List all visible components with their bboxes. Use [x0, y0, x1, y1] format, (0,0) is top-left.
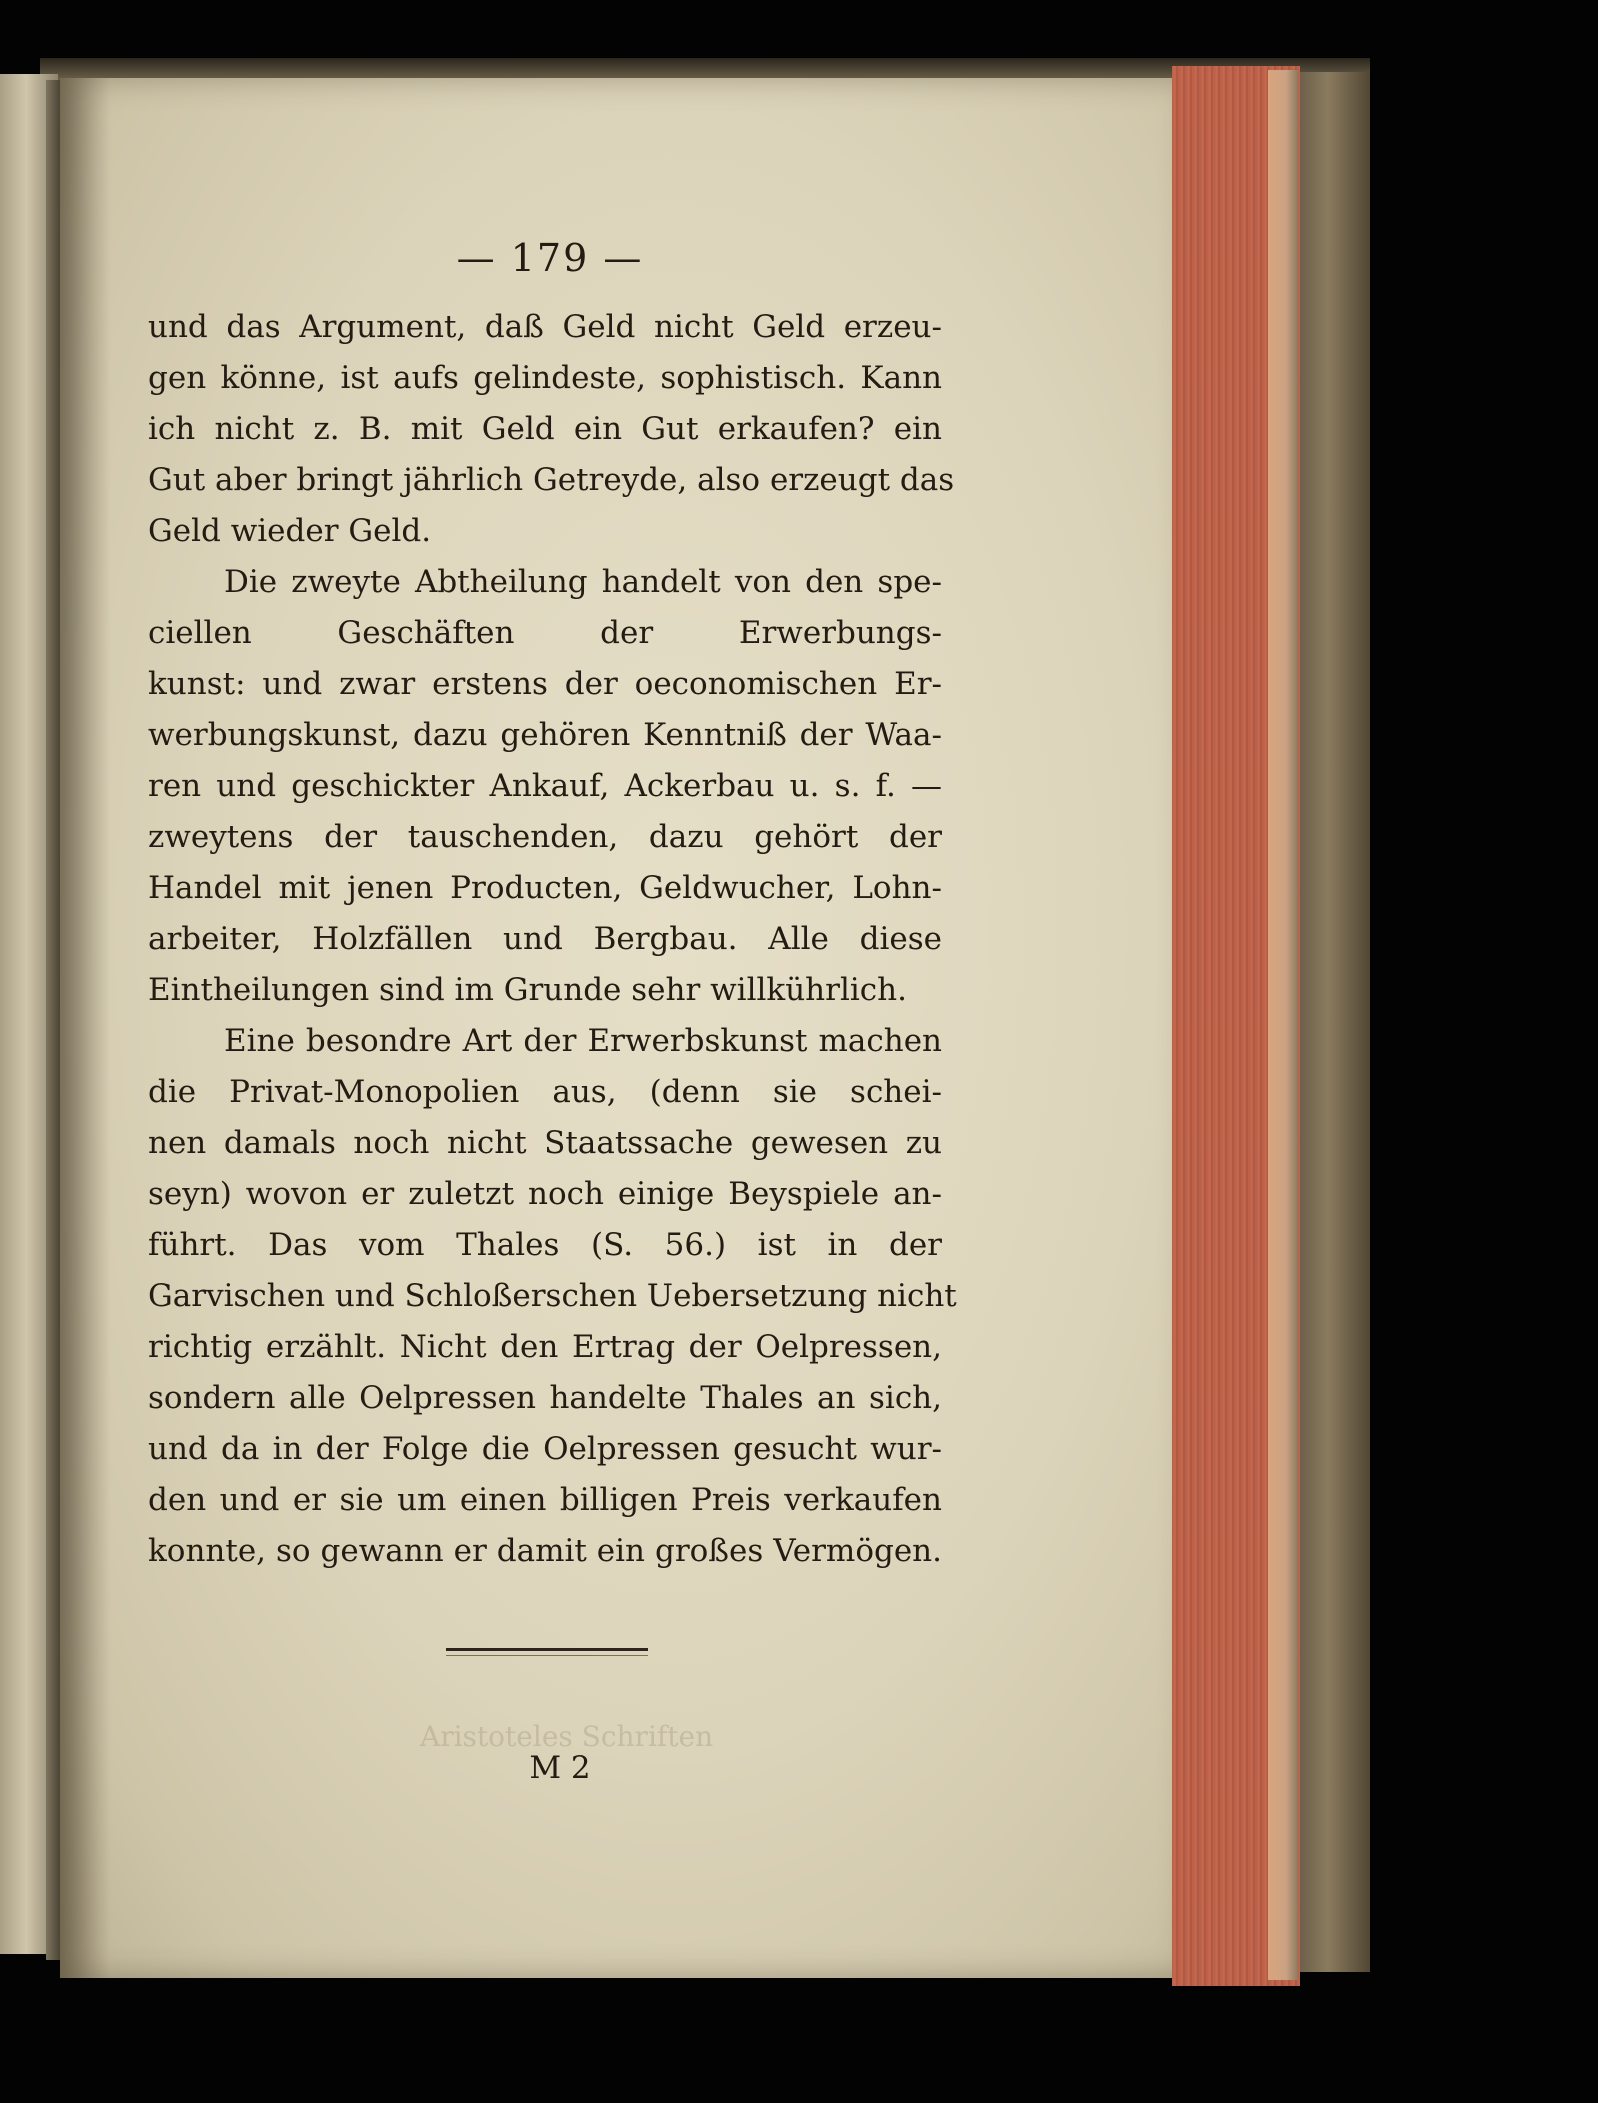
text-line: nen damals noch nicht Staatssache gewesen zu — [148, 1125, 942, 1161]
text-line: Handel mit jenen Producten, Geldwucher, Lohn- — [148, 870, 942, 906]
printer-signature: M 2 — [529, 1750, 591, 1786]
text-line: werbungskunst, dazu gehören Kenntniß der Waa- — [148, 717, 942, 753]
text-line: gen könne, ist aufs gelindeste, sophistisch. Kann — [148, 360, 942, 396]
gutter-shadow — [60, 78, 110, 1978]
page-number: — 179 — — [456, 236, 644, 280]
paragraph-3 — [148, 1016, 957, 1577]
paragraph-1 — [148, 302, 955, 557]
bleed-through-text: Aristoteles Schriften — [420, 1720, 714, 1753]
text-line: Eine besondre Art der Erwerbskunst machen — [224, 1023, 942, 1059]
body-text — [148, 302, 957, 1577]
spine-gutter — [46, 80, 60, 1960]
text-line: den und er sie um einen billigen Preis verkaufen — [148, 1482, 942, 1518]
text-line: Geld wieder Geld. — [148, 513, 432, 549]
book-top-edge — [40, 58, 1370, 80]
text-line: konnte, so gewann er damit ein großes Vermögen. — [148, 1533, 942, 1569]
section-rule-thin — [446, 1655, 648, 1656]
text-line: seyn) wovon er zuletzt noch einige Beyspiele an- — [148, 1176, 942, 1212]
page-edges-light — [1268, 70, 1298, 1980]
text-line: Eintheilungen sind im Grunde sehr willkührlich. — [148, 972, 907, 1008]
book-cover-edge — [1300, 72, 1370, 1972]
paragraph-2 — [148, 557, 942, 1016]
text-line: Die zweyte Abtheilung handelt von den spe- — [224, 564, 942, 600]
text-line: und da in der Folge die Oelpressen gesucht wur- — [148, 1431, 942, 1467]
text-line: führt. Das vom Thales (S. 56.) ist in der — [148, 1227, 942, 1263]
text-line: kunst: und zwar erstens der oeconomischen Er- — [148, 666, 942, 702]
text-line: die Privat-Monopolien aus, (denn sie schei- — [148, 1074, 942, 1110]
text-line: zweytens der tauschenden, dazu gehört der — [148, 819, 942, 855]
text-line: Garvischen und Schloßerschen Uebersetzung nicht — [148, 1278, 957, 1314]
text-line: sondern alle Oelpressen handelte Thales an sich, — [148, 1380, 942, 1416]
text-line: und das Argument, daß Geld nicht Geld erzeu- — [148, 309, 942, 345]
text-line: ciellen Geschäften der Erwerbungs- — [148, 615, 942, 651]
text-line: ich nicht z. B. mit Geld ein Gut erkaufen? ein — [148, 411, 942, 447]
text-line: Gut aber bringt jährlich Getreyde, also erzeugt das — [148, 462, 955, 498]
text-line: ren und geschickter Ankauf, Ackerbau u. s. f. — — [148, 768, 942, 804]
text-line: richtig erzählt. Nicht den Ertrag der Oelpressen, — [148, 1329, 942, 1365]
section-rule — [446, 1648, 648, 1651]
text-line: arbeiter, Holzfällen und Bergbau. Alle diese — [148, 921, 942, 957]
